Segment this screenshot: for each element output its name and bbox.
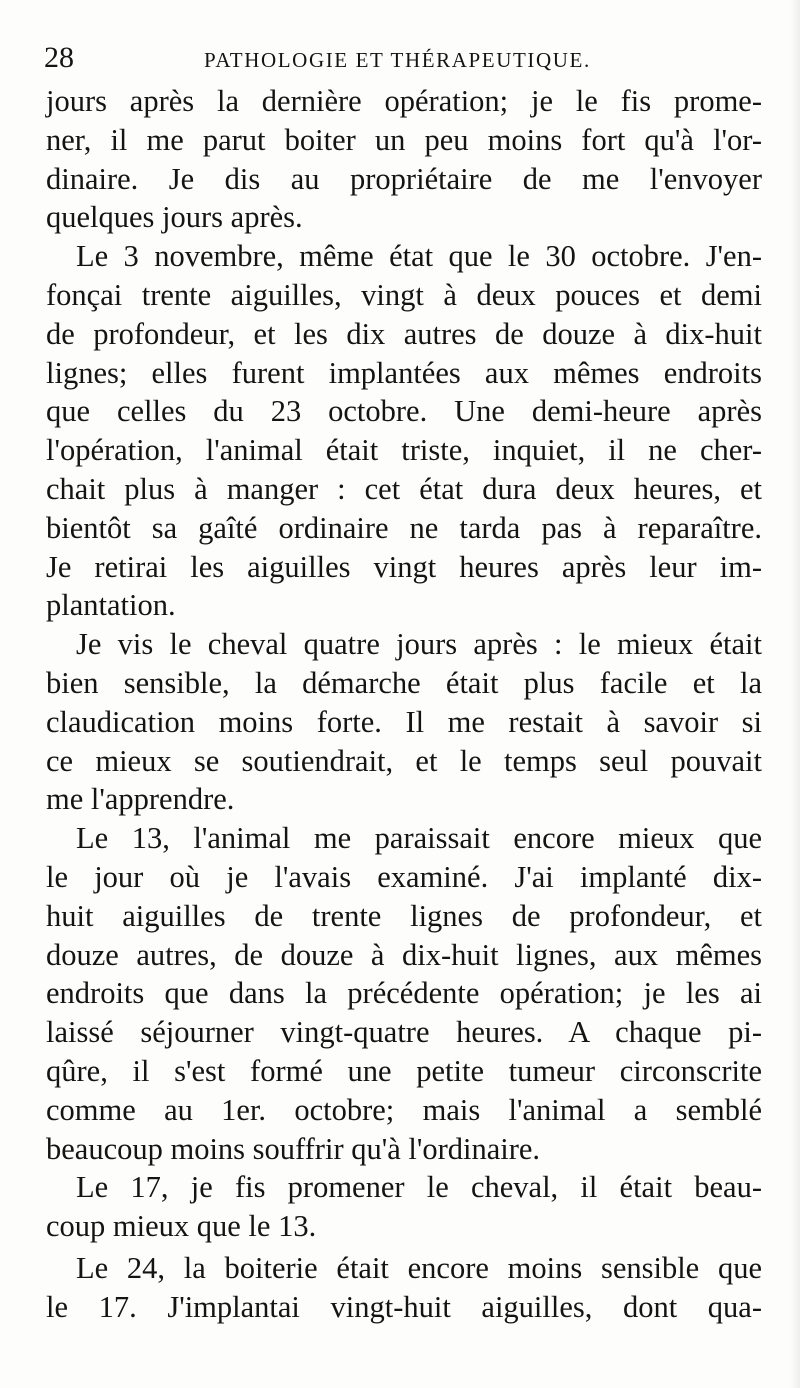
- page-header: [44, 40, 770, 76]
- text-line: quelques jours après.: [46, 200, 303, 235]
- text-line: qûre, il s'est formé une petite tumeur circonscrite: [46, 1053, 762, 1088]
- text-line: jours après la dernière opération; je le fis prome-: [46, 84, 762, 118]
- paragraph: [46, 82, 762, 237]
- page-edge-shadow: [790, 0, 800, 1388]
- paragraph: [46, 819, 762, 1168]
- text-line: ner, il me parut boiter un peu moins fort qu'à l'or-: [46, 122, 762, 157]
- paragraph: [46, 625, 762, 819]
- text-line: fonçai trente aiguilles, vingt à deux pouces et demi: [46, 277, 762, 312]
- paragraph: [46, 237, 762, 625]
- text-line: le 17. J'implantai vingt-huit aiguilles, dont qua-: [46, 1289, 762, 1324]
- text-line: endroits que dans la précédente opération; je les ai: [46, 976, 762, 1011]
- text-line: Le 3 novembre, même état que le 30 octobre. J'en-: [76, 239, 762, 274]
- body-text: [46, 82, 762, 1327]
- text-line: Le 24, la boiterie était encore moins sensible que: [76, 1250, 762, 1285]
- text-line: que celles du 23 octobre. Une demi-heure après: [46, 394, 762, 429]
- text-line: de profondeur, et les dix autres de douze à dix-huit: [46, 316, 762, 351]
- text-line: ce mieux se soutiendrait, et le temps seul pouvait: [46, 743, 762, 778]
- page-number: 28: [44, 41, 74, 74]
- text-line: le jour où je l'avais examiné. J'ai implanté dix-: [46, 859, 762, 894]
- text-line: l'opération, l'animal était triste, inquiet, il ne cher-: [46, 433, 762, 468]
- text-line: me l'apprendre.: [46, 782, 235, 817]
- text-line: douze autres, de douze à dix-huit lignes, aux mêmes: [46, 937, 762, 972]
- paragraph: [46, 1168, 762, 1246]
- text-line: Je retirai les aiguilles vingt heures après leur im-: [46, 549, 762, 584]
- text-line: bien sensible, la démarche était plus facile et la: [46, 665, 762, 700]
- text-line: bientôt sa gaîté ordinaire ne tarda pas à reparaître.: [46, 510, 762, 545]
- text-line: huit aiguilles de trente lignes de profondeur, et: [46, 898, 762, 933]
- running-head: PATHOLOGIE ET THÉRAPEUTIQUE.: [204, 48, 591, 72]
- text-line: chait plus à manger : cet état dura deux heures, et: [46, 471, 762, 506]
- text-line: plantation.: [46, 588, 176, 623]
- text-line: lignes; elles furent implantées aux mêmes endroits: [46, 355, 762, 390]
- paragraph: [46, 1249, 762, 1327]
- text-line: laissé séjourner vingt-quatre heures. A chaque pi-: [46, 1015, 762, 1050]
- text-line: Je vis le cheval quatre jours après : le mieux était: [76, 627, 762, 662]
- text-line: claudication moins forte. Il me restait à savoir si: [46, 704, 762, 739]
- text-line: coup mieux que le 13.: [46, 1209, 317, 1244]
- text-line: comme au 1er. octobre; mais l'animal a semblé: [46, 1092, 762, 1127]
- text-line: Le 17, je fis promener le cheval, il était beau-: [76, 1170, 762, 1205]
- text-line: dinaire. Je dis au propriétaire de me l'envoyer: [46, 161, 762, 196]
- text-line: beaucoup moins souffrir qu'à l'ordinaire.: [46, 1131, 541, 1166]
- text-line: Le 13, l'animal me paraissait encore mieux que: [76, 821, 762, 856]
